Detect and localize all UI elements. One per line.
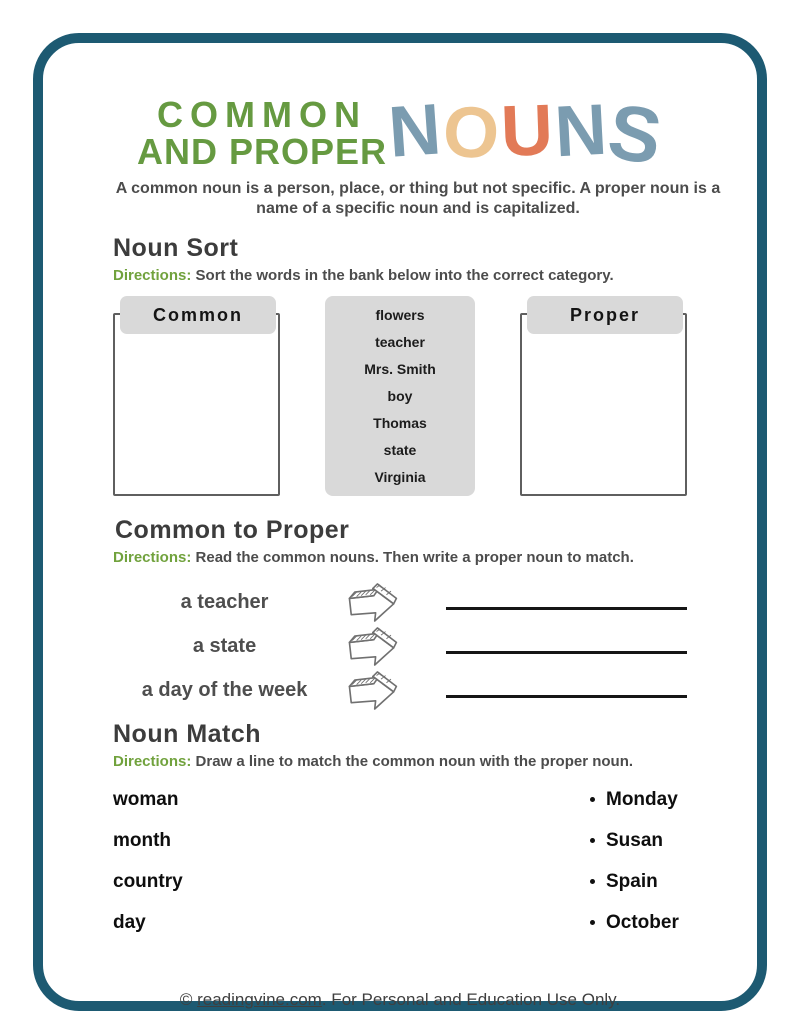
common-to-proper-rows bbox=[113, 580, 687, 712]
common-box-writing-area[interactable] bbox=[113, 313, 280, 496]
noun-sort-row bbox=[113, 296, 687, 496]
footer-copyright bbox=[113, 990, 687, 1010]
match-proper-noun-label: Susan bbox=[606, 830, 664, 852]
common-nouns-column bbox=[113, 790, 183, 954]
noun-sort-directions bbox=[113, 267, 687, 284]
word-bank-item[interactable]: flowers bbox=[375, 307, 425, 324]
match-proper-noun-label: Monday bbox=[606, 789, 678, 811]
common-noun-prompt: a day of the week bbox=[141, 678, 308, 701]
worksheet-border-frame bbox=[33, 33, 767, 1011]
directions-text: Read the common nouns. Then write a proper noun to match. bbox=[191, 549, 634, 567]
word-bank bbox=[325, 296, 475, 496]
readingvine-link[interactable]: readingvine.com bbox=[197, 990, 322, 1010]
title-letter-o: O bbox=[440, 91, 504, 175]
match-proper-noun-label: October bbox=[606, 912, 679, 934]
common-noun-prompt: a state bbox=[192, 634, 257, 657]
right-arrow-icon bbox=[344, 668, 400, 712]
title-common-and-proper bbox=[136, 94, 387, 172]
common-sort-box bbox=[113, 296, 280, 496]
answer-blank-line[interactable] bbox=[446, 651, 687, 654]
match-proper-noun[interactable] bbox=[590, 913, 687, 932]
title-letter-u: U bbox=[499, 90, 557, 172]
word-bank-item[interactable]: state bbox=[383, 441, 417, 458]
word-bank-item[interactable]: boy bbox=[387, 387, 413, 404]
title-letter-n1: N bbox=[386, 89, 446, 173]
match-common-noun[interactable]: country bbox=[113, 871, 183, 893]
match-proper-noun[interactable] bbox=[590, 831, 687, 850]
right-arrow-icon bbox=[344, 580, 400, 624]
answer-blank-line[interactable] bbox=[446, 607, 687, 610]
section-noun-sort bbox=[113, 234, 687, 496]
common-box-label: Common bbox=[120, 296, 276, 334]
title-line-common: COMMON bbox=[156, 94, 367, 136]
ctp-row bbox=[113, 668, 687, 712]
word-bank-item[interactable]: Thomas bbox=[373, 414, 427, 431]
word-bank-item[interactable]: Mrs. Smith bbox=[364, 361, 436, 378]
proper-box-writing-area[interactable] bbox=[520, 313, 687, 496]
common-to-proper-heading: Common to Proper bbox=[115, 516, 350, 545]
noun-match-directions bbox=[113, 753, 687, 770]
match-proper-noun[interactable] bbox=[590, 790, 687, 809]
match-proper-noun-label: Spain bbox=[606, 871, 658, 893]
worksheet-title bbox=[113, 86, 687, 182]
proper-sort-box bbox=[520, 296, 687, 496]
proper-box-label: Proper bbox=[527, 296, 683, 334]
answer-blank-line[interactable] bbox=[446, 695, 687, 698]
word-bank-item[interactable]: teacher bbox=[375, 334, 425, 351]
bullet-dot-icon bbox=[590, 797, 595, 802]
bullet-dot-icon bbox=[590, 838, 595, 843]
word-bank-item[interactable]: Virginia bbox=[374, 468, 426, 485]
title-letter-n2: N bbox=[552, 89, 611, 173]
section-noun-match bbox=[113, 720, 687, 954]
title-line-and-proper: AND PROPER bbox=[136, 131, 387, 172]
right-arrow-icon bbox=[344, 624, 400, 668]
title-letter-s: S bbox=[602, 86, 670, 182]
common-to-proper-directions bbox=[113, 549, 687, 566]
section-common-to-proper bbox=[113, 516, 687, 712]
ctp-row bbox=[113, 624, 687, 668]
noun-sort-heading: Noun Sort bbox=[113, 234, 239, 263]
match-proper-noun[interactable] bbox=[590, 872, 687, 891]
directions-text: Draw a line to match the common noun with the proper noun. bbox=[191, 753, 634, 771]
directions-label: Directions: bbox=[113, 267, 192, 285]
match-common-noun[interactable]: woman bbox=[113, 789, 179, 811]
intro-definition-text: A common noun is a person, place, or thing but not specific. A proper noun is a name of a specific noun and is capitalized. bbox=[115, 180, 721, 217]
match-common-noun[interactable]: month bbox=[113, 830, 172, 852]
common-noun-prompt: a teacher bbox=[180, 590, 269, 613]
bullet-dot-icon bbox=[590, 879, 595, 884]
directions-text: Sort the words in the bank below into the correct category. bbox=[191, 267, 614, 285]
noun-match-columns bbox=[113, 790, 687, 954]
copyright-prefix: © bbox=[179, 990, 198, 1010]
bullet-dot-icon bbox=[590, 920, 595, 925]
directions-label: Directions: bbox=[113, 549, 192, 567]
match-common-noun[interactable]: day bbox=[113, 912, 146, 934]
directions-label: Directions: bbox=[113, 753, 192, 771]
ctp-row bbox=[113, 580, 687, 624]
copyright-suffix: . For Personal and Education Use Only. bbox=[321, 990, 621, 1010]
noun-match-heading: Noun Match bbox=[113, 720, 262, 749]
title-nouns-word bbox=[386, 86, 670, 182]
proper-nouns-column bbox=[590, 790, 687, 954]
